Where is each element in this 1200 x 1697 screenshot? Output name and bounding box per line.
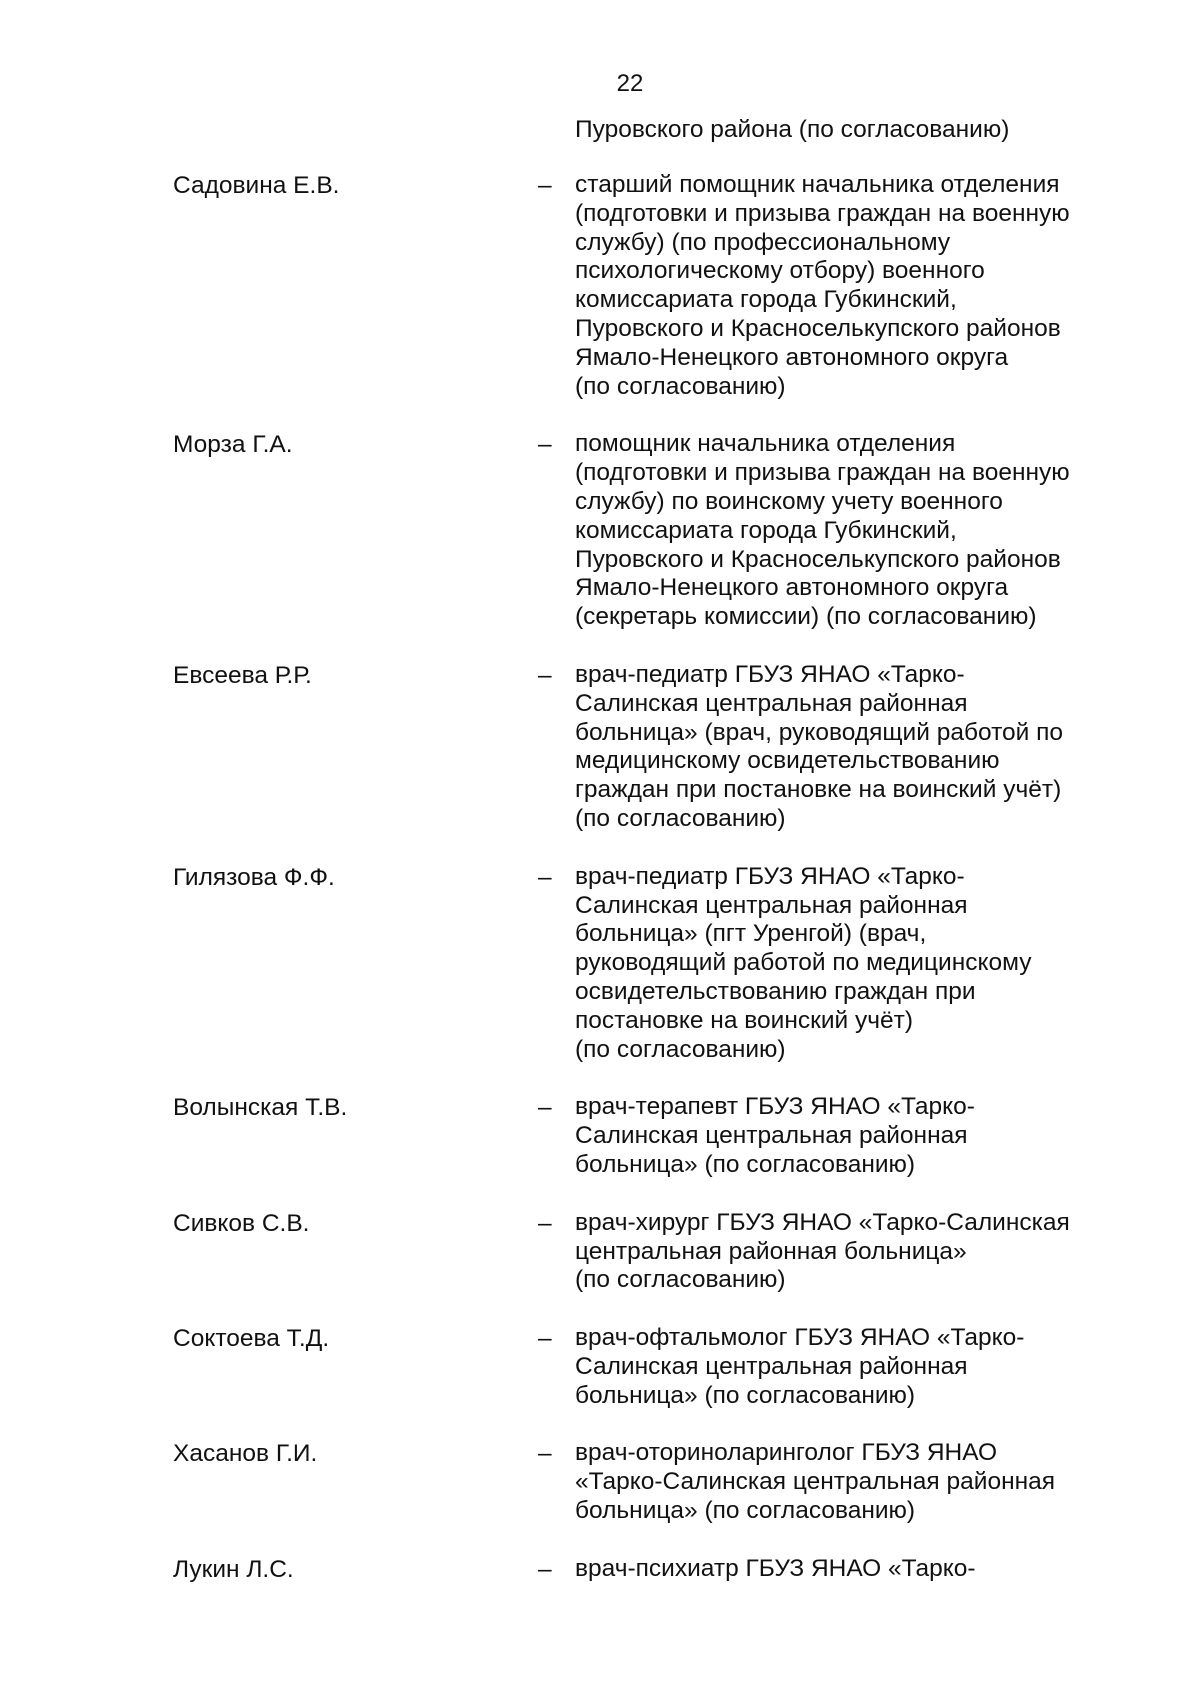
entry-dash: – — [538, 1555, 552, 1583]
role-line: центральная районная больница» — [575, 1237, 967, 1265]
role-line: (подготовки и призыва граждан на военную — [575, 459, 1070, 487]
member-entry — [0, 1439, 1200, 1525]
role-line: комиссариата города Губкинский, — [575, 516, 957, 544]
entry-dash: – — [538, 431, 552, 459]
role-line: (подготовки и призыва граждан на военную — [575, 199, 1070, 227]
role-line: врач-педиатр ГБУЗ ЯНАО «Тарко- — [575, 660, 965, 688]
member-name: Волынская Т.В. — [173, 1094, 348, 1122]
role-line: врач-офтальмолог ГБУЗ ЯНАО «Тарко- — [575, 1324, 1025, 1352]
entry-dash: – — [538, 1440, 552, 1468]
role-line: руководящий работой по медицинскому — [575, 949, 1032, 977]
member-entry — [0, 1209, 1200, 1295]
member-entry — [0, 171, 1200, 401]
entry-dash: – — [538, 1094, 552, 1122]
role-line: Пуровского и Красноселькупского районов — [575, 545, 1061, 573]
member-name: Соктоева Т.Д. — [173, 1325, 330, 1353]
role-line: (по согласованию) — [575, 1035, 786, 1063]
member-name: Евсеева Р.Р. — [173, 661, 312, 689]
member-name: Морза Г.А. — [173, 431, 293, 459]
role-line: врач-хирург ГБУЗ ЯНАО «Тарко-Салинская — [575, 1208, 1070, 1236]
role-line: (по согласованию) — [575, 372, 786, 400]
role-line: Пуровского и Красноселькупского районов — [575, 314, 1061, 342]
member-entry — [0, 661, 1200, 834]
role-line: Ямало-Ненецкого автономного округа — [575, 574, 1009, 602]
role-line: комиссариата города Губкинский, — [575, 286, 957, 314]
member-role — [575, 863, 1135, 1065]
member-role — [575, 171, 1135, 401]
member-entry — [0, 1324, 1200, 1410]
entry-dash: – — [538, 661, 552, 689]
role-line: постановке на воинский учёт) — [575, 1006, 914, 1034]
role-line: помощник начальника отделения — [575, 430, 956, 458]
member-name: Хасанов Г.И. — [173, 1440, 318, 1468]
member-name: Гилязова Ф.Ф. — [173, 863, 335, 891]
role-line: больница» (пгт Уренгой) (врач, — [575, 920, 927, 948]
role-line: Салинская центральная районная — [575, 689, 968, 717]
member-role — [575, 430, 1135, 632]
continuation-text: Пуровского района (по согласованию) — [575, 116, 1010, 143]
role-line: больница» (по согласованию) — [575, 1497, 916, 1525]
role-line: граждан при постановке на воинский учёт) — [575, 776, 1062, 804]
member-role — [575, 1093, 1135, 1179]
role-line: Салинская центральная районная — [575, 1352, 968, 1380]
commission-member-list — [0, 171, 1200, 1613]
role-line: больница» (по согласованию) — [575, 1381, 916, 1409]
role-line: «Тарко-Салинская центральная районная — [575, 1468, 1056, 1496]
role-line: службу) (по профессиональному — [575, 228, 951, 256]
role-line: (по согласованию) — [575, 804, 786, 832]
member-role — [575, 1209, 1135, 1295]
member-name: Лукин Л.С. — [173, 1555, 294, 1583]
role-line: Салинская центральная районная — [575, 891, 968, 919]
role-line: врач-терапевт ГБУЗ ЯНАО «Тарко- — [575, 1093, 975, 1121]
role-line: освидетельствованию граждан при — [575, 977, 976, 1005]
role-line: службу) по воинскому учету военного — [575, 487, 1003, 515]
member-name: Сивков С.В. — [173, 1209, 310, 1237]
member-role — [575, 1555, 1135, 1584]
role-line: старший помощник начальника отделения — [575, 171, 1060, 198]
role-line: больница» (по согласованию) — [575, 1150, 916, 1178]
role-line: врач-педиатр ГБУЗ ЯНАО «Тарко- — [575, 862, 965, 890]
entry-dash: – — [538, 863, 552, 891]
member-role — [575, 661, 1135, 834]
entry-dash: – — [538, 1209, 552, 1237]
role-line: врач-оториноларинголог ГБУЗ ЯНАО — [575, 1439, 998, 1467]
entry-dash: – — [538, 172, 552, 199]
entry-dash: – — [538, 1325, 552, 1353]
member-entry — [0, 863, 1200, 1065]
role-line: психологическому отбору) военного — [575, 257, 985, 285]
member-name: Садовина Е.В. — [173, 172, 340, 199]
member-entry — [0, 430, 1200, 632]
role-line: Салинская центральная районная — [575, 1122, 968, 1150]
role-line: (по согласованию) — [575, 1266, 786, 1294]
role-line: (секретарь комиссии) (по согласованию) — [575, 603, 1037, 631]
member-entry — [0, 1555, 1200, 1584]
role-line: больница» (врач, руководящий работой по — [575, 718, 1064, 746]
member-role — [575, 1324, 1135, 1410]
role-line: врач-психиатр ГБУЗ ЯНАО «Тарко- — [575, 1554, 976, 1582]
member-entry — [0, 1093, 1200, 1179]
member-role — [575, 1439, 1135, 1525]
role-line: Ямало-Ненецкого автономного округа — [575, 343, 1009, 371]
role-line: медицинскому освидетельствованию — [575, 747, 1000, 775]
page-number: 22 — [616, 70, 644, 97]
